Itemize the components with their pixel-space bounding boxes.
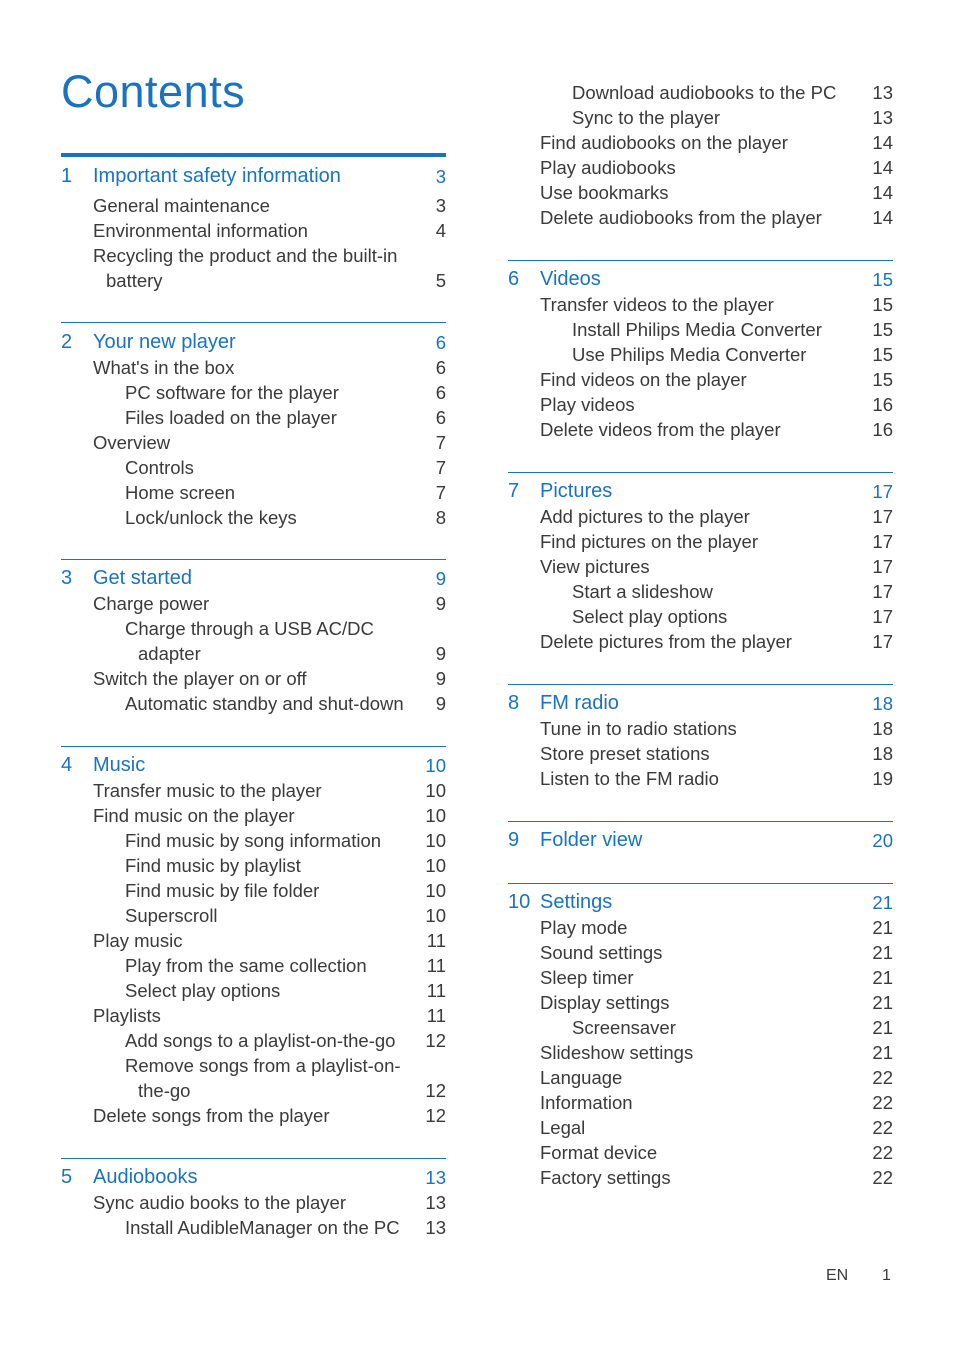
entry-page: 18 xyxy=(872,718,893,739)
chapter-title: Your new player xyxy=(93,331,236,353)
entry-page: 12 xyxy=(425,1105,446,1126)
entry-title: Transfer music to the player xyxy=(93,780,322,801)
entry-title: Sync to the player xyxy=(572,107,721,128)
entry-title: Start a slideshow xyxy=(572,581,713,602)
entry-title: Delete songs from the player xyxy=(93,1105,330,1126)
chapter-title: Pictures xyxy=(540,480,613,502)
toc-subentry[interactable] xyxy=(61,878,446,903)
toc-entry[interactable] xyxy=(61,355,446,380)
footer-page-number: 1 xyxy=(882,1267,891,1284)
toc-subentry[interactable] xyxy=(508,604,893,629)
toc-entry[interactable] xyxy=(61,430,446,455)
entry-title: Superscroll xyxy=(125,905,218,926)
toc-subentry[interactable] xyxy=(61,853,446,878)
entry-page: 16 xyxy=(872,419,893,440)
toc-entry[interactable] xyxy=(508,155,893,180)
toc-entry[interactable] xyxy=(61,1103,446,1128)
section-divider xyxy=(61,322,446,323)
toc-entry-continuation[interactable] xyxy=(61,268,446,293)
entry-page: 9 xyxy=(435,668,446,689)
chapter-number: 5 xyxy=(61,1166,73,1188)
toc-chapter-heading[interactable] xyxy=(508,479,893,504)
toc-subentry[interactable] xyxy=(508,80,893,105)
chapter-title: Videos xyxy=(540,268,601,290)
section-divider xyxy=(508,821,893,822)
entry-title: Environmental information xyxy=(93,220,308,241)
toc-entry[interactable] xyxy=(61,928,446,953)
entry-title: Add pictures to the player xyxy=(540,506,750,527)
entry-page: 22 xyxy=(872,1117,893,1138)
chapter-title: Audiobooks xyxy=(93,1166,198,1188)
entry-title: Find music by song information xyxy=(125,830,382,851)
entry-page: 10 xyxy=(425,830,446,851)
toc-subentry[interactable] xyxy=(61,978,446,1003)
entry-title: Recycling the product and the built-in xyxy=(93,245,398,266)
toc-entry[interactable] xyxy=(508,766,893,791)
entry-title: Language xyxy=(540,1067,623,1088)
chapter-number: 1 xyxy=(61,165,73,187)
chapter-title: Folder view xyxy=(540,829,643,851)
toc-chapter-heading[interactable] xyxy=(508,890,893,915)
entry-page: 21 xyxy=(872,1017,893,1038)
toc-entry[interactable] xyxy=(61,803,446,828)
entry-title: Factory settings xyxy=(540,1167,671,1188)
toc-entry[interactable] xyxy=(61,778,446,803)
entry-title: the-go xyxy=(138,1080,191,1101)
chapter-page: 10 xyxy=(425,755,446,776)
entry-title: Automatic standby and shut-down xyxy=(125,693,404,714)
entry-page: 21 xyxy=(872,992,893,1013)
entry-page: 10 xyxy=(425,905,446,926)
entry-title: Download audiobooks to the PC xyxy=(572,82,837,103)
entry-page: 17 xyxy=(872,631,893,652)
entry-title: Transfer videos to the player xyxy=(540,294,774,315)
chapter-title: Music xyxy=(93,754,146,776)
entry-page: 9 xyxy=(435,643,446,664)
entry-title: Tune in to radio stations xyxy=(540,718,737,739)
toc-entry[interactable] xyxy=(61,591,446,616)
toc-chapter-heading[interactable] xyxy=(508,267,893,292)
toc-entry[interactable] xyxy=(508,629,893,654)
toc-entry[interactable] xyxy=(508,180,893,205)
entry-page: 5 xyxy=(435,270,446,291)
toc-subentry[interactable] xyxy=(61,953,446,978)
entry-title: Remove songs from a playlist-on- xyxy=(125,1055,401,1076)
section-divider xyxy=(61,1158,446,1159)
entry-page: 6 xyxy=(435,357,446,378)
entry-title: Find music on the player xyxy=(93,805,295,826)
entry-title: Find pictures on the player xyxy=(540,531,759,552)
entry-page: 22 xyxy=(872,1092,893,1113)
entry-title: Delete audiobooks from the player xyxy=(540,207,822,228)
entry-page: 7 xyxy=(435,482,446,503)
entry-title: PC software for the player xyxy=(125,382,339,403)
toc-entry[interactable] xyxy=(508,1140,893,1165)
chapter-number: 10 xyxy=(508,891,531,913)
entry-title: Select play options xyxy=(572,606,728,627)
chapter-page: 3 xyxy=(435,166,446,187)
entry-title: Play audiobooks xyxy=(540,157,676,178)
entry-page: 15 xyxy=(872,319,893,340)
entry-title: Store preset stations xyxy=(540,743,710,764)
entry-page: 8 xyxy=(435,507,446,528)
entry-title: General maintenance xyxy=(93,195,270,216)
entry-title: Slideshow settings xyxy=(540,1042,694,1063)
entry-page: 18 xyxy=(872,743,893,764)
chapter-page: 6 xyxy=(435,332,446,353)
entry-page: 9 xyxy=(435,693,446,714)
toc-entry[interactable] xyxy=(508,1090,893,1115)
entry-title: adapter xyxy=(138,643,201,664)
section-divider xyxy=(508,883,893,884)
toc-chapter-heading[interactable] xyxy=(61,1165,446,1190)
chapter-number: 6 xyxy=(508,268,520,290)
entry-page: 14 xyxy=(872,207,893,228)
entry-title: Lock/unlock the keys xyxy=(125,507,297,528)
entry-page: 12 xyxy=(425,1080,446,1101)
entry-title: Add songs to a playlist-on-the-go xyxy=(125,1030,396,1051)
entry-title: Sound settings xyxy=(540,942,663,963)
toc-entry[interactable] xyxy=(508,940,893,965)
entry-page: 14 xyxy=(872,182,893,203)
toc-entry[interactable] xyxy=(508,529,893,554)
toc-entry[interactable] xyxy=(508,1115,893,1140)
entry-title: Listen to the FM radio xyxy=(540,768,719,789)
toc-entry[interactable] xyxy=(508,554,893,579)
chapter-number: 3 xyxy=(61,567,73,589)
chapter-page: 17 xyxy=(872,481,893,502)
entry-title: Install AudibleManager on the PC xyxy=(125,1217,400,1238)
entry-title: Legal xyxy=(540,1117,586,1138)
entry-title: Screensaver xyxy=(572,1017,676,1038)
entry-page: 11 xyxy=(426,1005,446,1026)
entry-title: Charge through a USB AC/DC xyxy=(125,618,374,639)
entry-title: Find audiobooks on the player xyxy=(540,132,788,153)
toc-subentry[interactable] xyxy=(508,1015,893,1040)
entry-page: 21 xyxy=(872,1042,893,1063)
entry-page: 17 xyxy=(872,506,893,527)
chapter-number: 7 xyxy=(508,480,520,502)
entry-page: 9 xyxy=(435,593,446,614)
toc-subentry[interactable] xyxy=(61,1053,446,1078)
entry-title: View pictures xyxy=(540,556,650,577)
toc-chapter-heading[interactable] xyxy=(508,828,893,853)
entry-title: Play music xyxy=(93,930,183,951)
entry-page: 17 xyxy=(872,531,893,552)
entry-page: 21 xyxy=(872,967,893,988)
entry-title: Delete videos from the player xyxy=(540,419,781,440)
entry-title: Delete pictures from the player xyxy=(540,631,792,652)
entry-title: Find music by playlist xyxy=(125,855,301,876)
entry-page: 6 xyxy=(435,382,446,403)
entry-title: Find videos on the player xyxy=(540,369,747,390)
entry-title: Playlists xyxy=(93,1005,161,1026)
entry-title: Play mode xyxy=(540,917,628,938)
entry-title: Use bookmarks xyxy=(540,182,669,203)
toc-entry-continuation[interactable] xyxy=(61,641,446,666)
entry-title: Find music by file folder xyxy=(125,880,320,901)
entry-page: 17 xyxy=(872,556,893,577)
toc-entry[interactable] xyxy=(61,1003,446,1028)
toc-entry[interactable] xyxy=(61,243,446,268)
toc-subentry[interactable] xyxy=(61,505,446,530)
entry-page: 14 xyxy=(872,157,893,178)
toc-entry[interactable] xyxy=(508,392,893,417)
entry-page: 10 xyxy=(425,880,446,901)
toc-subentry[interactable] xyxy=(61,480,446,505)
section-divider xyxy=(508,260,893,261)
toc-entry[interactable] xyxy=(508,417,893,442)
chapter-title: Important safety information xyxy=(93,165,341,187)
toc-entry[interactable] xyxy=(508,965,893,990)
toc-entry[interactable] xyxy=(61,1190,446,1215)
section-divider xyxy=(508,472,893,473)
toc-subentry[interactable] xyxy=(61,455,446,480)
entry-title: Install Philips Media Converter xyxy=(572,319,822,340)
toc-chapter-heading[interactable] xyxy=(508,691,893,716)
entry-title: Controls xyxy=(125,457,194,478)
entry-page: 4 xyxy=(435,220,446,241)
entry-page: 21 xyxy=(872,917,893,938)
toc-subentry[interactable] xyxy=(61,616,446,641)
entry-page: 7 xyxy=(435,432,446,453)
entry-title: Format device xyxy=(540,1142,658,1163)
toc-subentry[interactable] xyxy=(508,105,893,130)
chapter-page: 20 xyxy=(872,830,893,851)
entry-title: Sleep timer xyxy=(540,967,634,988)
entry-page: 19 xyxy=(872,768,893,789)
entry-page: 11 xyxy=(426,930,446,951)
toc-entry[interactable] xyxy=(508,1040,893,1065)
entry-title: Play from the same collection xyxy=(125,955,367,976)
entry-title: Switch the player on or off xyxy=(93,668,307,689)
toc-entry[interactable] xyxy=(508,292,893,317)
entry-page: 11 xyxy=(426,980,446,1001)
chapter-title: FM radio xyxy=(540,692,619,714)
section-divider xyxy=(61,153,446,157)
entry-page: 14 xyxy=(872,132,893,153)
toc-entry[interactable] xyxy=(508,915,893,940)
entry-page: 17 xyxy=(872,581,893,602)
entry-page: 12 xyxy=(425,1030,446,1051)
toc-entry[interactable] xyxy=(61,193,446,218)
chapter-number: 8 xyxy=(508,692,520,714)
entry-page: 10 xyxy=(425,805,446,826)
entry-page: 22 xyxy=(872,1142,893,1163)
entry-title: Use Philips Media Converter xyxy=(572,344,807,365)
section-divider xyxy=(61,559,446,560)
entry-title: Select play options xyxy=(125,980,281,1001)
chapter-page: 15 xyxy=(872,269,893,290)
toc-entry[interactable] xyxy=(508,367,893,392)
entry-title: What's in the box xyxy=(93,357,235,378)
chapter-number: 4 xyxy=(61,754,73,776)
entry-page: 13 xyxy=(425,1217,446,1238)
toc-subentry[interactable] xyxy=(61,1028,446,1053)
footer-language: EN xyxy=(826,1267,849,1284)
entry-title: Display settings xyxy=(540,992,670,1013)
chapter-number: 2 xyxy=(61,331,73,353)
toc-subentry[interactable] xyxy=(61,903,446,928)
entry-title: Play videos xyxy=(540,394,635,415)
toc-subentry[interactable] xyxy=(61,691,446,716)
chapter-page: 13 xyxy=(425,1167,446,1188)
chapter-title: Settings xyxy=(540,891,613,913)
entry-page: 17 xyxy=(872,606,893,627)
entry-page: 22 xyxy=(872,1067,893,1088)
entry-page: 10 xyxy=(425,855,446,876)
entry-page: 15 xyxy=(872,294,893,315)
toc-entry[interactable] xyxy=(508,130,893,155)
toc-entry[interactable] xyxy=(508,990,893,1015)
toc-subentry[interactable] xyxy=(508,342,893,367)
chapter-title: Get started xyxy=(93,567,192,589)
section-divider xyxy=(508,684,893,685)
chapter-page: 18 xyxy=(872,693,893,714)
entry-page: 15 xyxy=(872,344,893,365)
toc-chapter-heading[interactable] xyxy=(61,164,446,189)
toc-entry[interactable] xyxy=(508,716,893,741)
entry-page: 11 xyxy=(426,955,446,976)
toc-subentry[interactable] xyxy=(508,317,893,342)
entry-title: Charge power xyxy=(93,593,210,614)
entry-page: 16 xyxy=(872,394,893,415)
entry-title: Sync audio books to the player xyxy=(93,1192,346,1213)
entry-title: Home screen xyxy=(125,482,236,503)
entry-page: 6 xyxy=(435,407,446,428)
toc-entry[interactable] xyxy=(508,1065,893,1090)
toc-chapter-heading[interactable] xyxy=(61,330,446,355)
toc-entry[interactable] xyxy=(508,504,893,529)
chapter-page: 21 xyxy=(872,892,893,913)
toc-subentry[interactable] xyxy=(61,380,446,405)
entry-title: Information xyxy=(540,1092,633,1113)
entry-page: 21 xyxy=(872,942,893,963)
entry-page: 10 xyxy=(425,780,446,801)
entry-page: 13 xyxy=(872,107,893,128)
toc-entry[interactable] xyxy=(61,666,446,691)
toc-entry[interactable] xyxy=(508,205,893,230)
entry-page: 22 xyxy=(872,1167,893,1188)
toc-subentry[interactable] xyxy=(508,579,893,604)
toc-entry[interactable] xyxy=(61,218,446,243)
entry-page: 13 xyxy=(872,82,893,103)
entry-title: Overview xyxy=(93,432,171,453)
toc-entry[interactable] xyxy=(508,1165,893,1190)
entry-title: Files loaded on the player xyxy=(125,407,337,428)
section-divider xyxy=(61,746,446,747)
entry-page: 15 xyxy=(872,369,893,390)
toc-chapter-heading[interactable] xyxy=(61,753,446,778)
chapter-page: 9 xyxy=(435,568,446,589)
toc-subentry[interactable] xyxy=(61,1215,446,1240)
toc-entry[interactable] xyxy=(508,741,893,766)
toc-subentry[interactable] xyxy=(61,828,446,853)
toc-chapter-heading[interactable] xyxy=(61,566,446,591)
toc-subentry[interactable] xyxy=(61,405,446,430)
entry-title: battery xyxy=(106,270,163,291)
entry-page: 13 xyxy=(425,1192,446,1213)
page-title: Contents xyxy=(61,66,246,117)
entry-page: 7 xyxy=(435,457,446,478)
chapter-number: 9 xyxy=(508,829,520,851)
entry-page: 3 xyxy=(435,195,446,216)
toc-entry-continuation[interactable] xyxy=(61,1078,446,1103)
